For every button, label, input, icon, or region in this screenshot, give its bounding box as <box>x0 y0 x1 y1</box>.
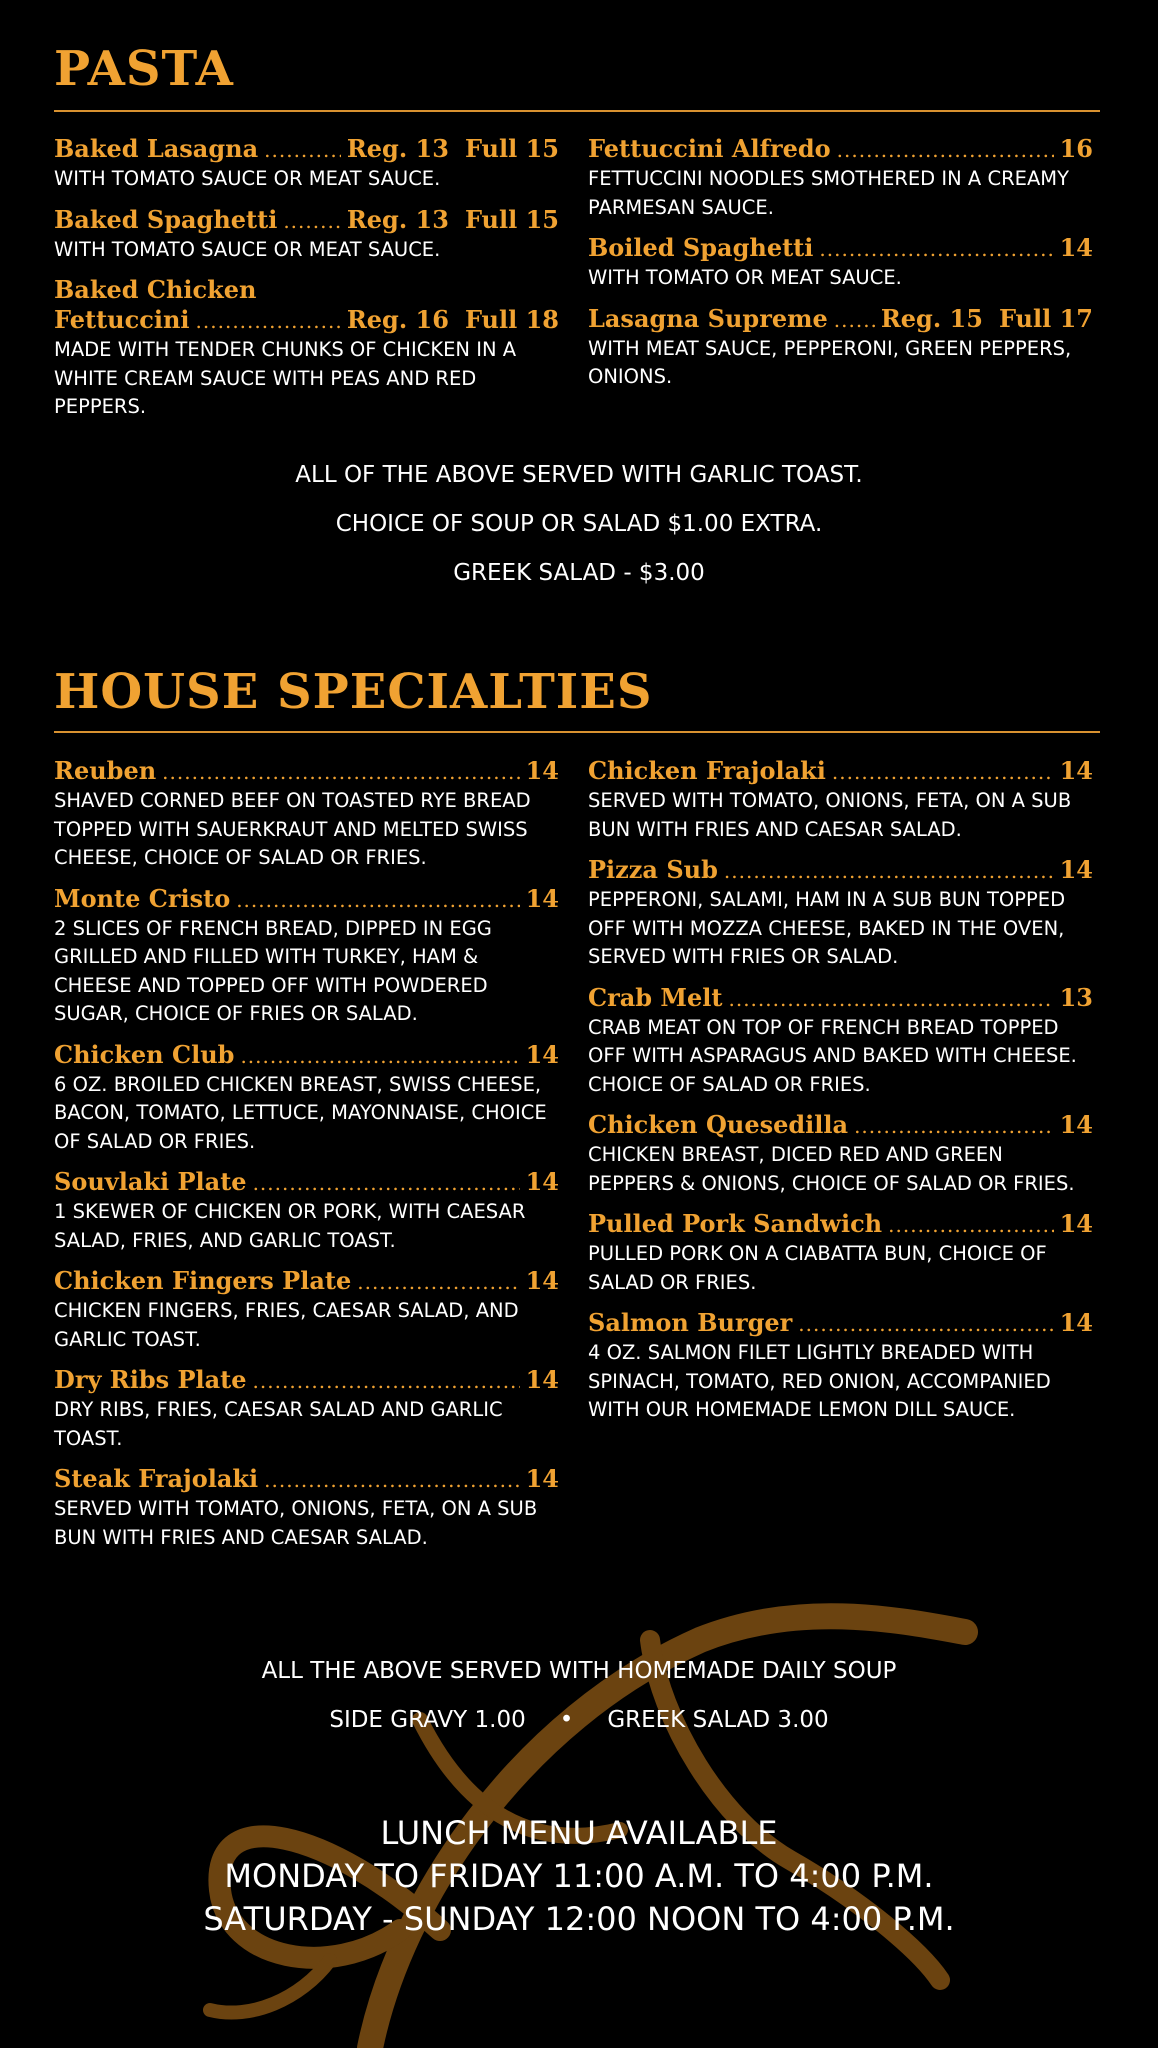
item-price: 14 <box>1059 1110 1093 1139</box>
leader-dots <box>854 1111 1054 1141</box>
note-line: CHOICE OF SOUP OR SALAD $1.00 EXTRA. <box>335 511 823 537</box>
item-name: Crab Melt <box>588 982 723 1012</box>
item-name: Pizza Sub <box>588 855 718 884</box>
menu-item <box>588 1110 1093 1198</box>
leader-dots <box>264 1465 519 1495</box>
section-title-house-specialties: HOUSE SPECIALTIES <box>54 664 653 720</box>
leader-dots <box>819 234 1053 264</box>
item-name: Baked Lasagna <box>54 134 259 163</box>
menu-item <box>588 1308 1093 1425</box>
item-description: 2 SLICES OF FRENCH BREAD, DIPPED IN EGG GRILLED AND FILLED WITH TURKEY, HAM & CHEESE AND TOPPED OFF WITH POWDERED SUGAR, CHOICE OF FRIES OR SALAD. <box>54 916 492 1025</box>
item-description: CHICKEN BREAST, DICED RED AND GREEN PEPPERS & ONIONS, CHOICE OF SALAD OR FRIES. <box>588 1143 1075 1195</box>
menu-item <box>54 1266 559 1354</box>
item-name: Chicken Fingers Plate <box>54 1266 352 1295</box>
item-description: MADE WITH TENDER CHUNKS OF CHICKEN IN A WHITE CREAM SAUCE WITH PEAS AND RED PEPPERS. <box>54 338 517 418</box>
greek-salad-note: GREEK SALAD 3.00 <box>607 1707 829 1733</box>
note-line: ALL THE ABOVE SERVED WITH HOMEMADE DAILY SOUP <box>261 1658 897 1684</box>
item-description: 6 OZ. BROILED CHICKEN BREAST, SWISS CHEESE, BACON, TOMATO, LETTUCE, MAYONNAISE, CHOICE OF SALAD OR FRIES. <box>54 1072 547 1153</box>
leader-dots <box>196 306 341 336</box>
item-name: Fettuccini Alfredo <box>588 134 831 163</box>
leader-dots <box>832 757 1054 787</box>
item-description: SERVED WITH TOMATO, ONIONS, FETA, ON A SUB BUN WITH FRIES AND CAESAR SALAD. <box>588 789 1072 841</box>
item-description: CRAB MEAT ON TOP OF FRENCH BREAD TOPPED OFF WITH ASPARAGUS AND BAKED WITH CHEESE. CHOICE OF SALAD OR FRIES. <box>588 1015 1077 1096</box>
menu-item <box>54 1167 559 1255</box>
item-price: 13 <box>1059 982 1093 1012</box>
note-line: GREEK SALAD - $3.00 <box>453 560 705 586</box>
leader-dots <box>236 885 519 915</box>
item-description: CHICKEN FINGERS, FRIES, CAESAR SALAD, AND GARLIC TOAST. <box>54 1299 519 1351</box>
leader-dots <box>888 1210 1053 1240</box>
item-name: Dry Ribs Plate <box>54 1365 247 1394</box>
leader-dots <box>264 135 341 165</box>
menu-item <box>588 983 1093 1100</box>
item-price-full: Full 15 <box>464 204 559 234</box>
item-price-regular: Reg. 13 <box>346 134 449 163</box>
leader-dots <box>798 1309 1053 1339</box>
item-name: Chicken Frajolaki <box>588 756 826 785</box>
item-price: 14 <box>525 1266 559 1295</box>
item-description: PEPPERONI, SALAMI, HAM IN A SUB BUN TOPPED OFF WITH MOZZA CHEESE, BAKED IN THE OVEN, SERVED WITH FRIES OR SALAD. <box>588 888 1066 968</box>
item-description: WITH TOMATO SAUCE OR MEAT SAUCE. <box>54 237 441 261</box>
item-price: 14 <box>525 883 559 913</box>
item-price: 14 <box>1059 756 1093 785</box>
item-name: Pulled Pork Sandwich <box>588 1209 883 1238</box>
item-price-full: Full 15 <box>464 134 559 163</box>
item-name: Salmon Burger <box>588 1308 793 1337</box>
item-description: WITH TOMATO OR MEAT SAUCE. <box>588 266 902 289</box>
item-name: Lasagna Supreme <box>588 303 828 333</box>
leader-dots <box>837 135 1054 165</box>
item-name-line1: Baked Chicken <box>54 275 257 304</box>
item-price: 14 <box>1059 855 1093 884</box>
menu-item <box>54 1464 559 1552</box>
note-line: ALL OF THE ABOVE SERVED WITH GARLIC TOAST. <box>295 462 863 488</box>
item-name: Fettuccini <box>54 305 190 334</box>
hours-weekend: SATURDAY - SUNDAY 12:00 NOON TO 4:00 P.M. <box>203 1900 955 1938</box>
leader-dots <box>357 1267 519 1297</box>
item-description: FETTUCCINI NOODLES SMOTHERED IN A CREAMY PARMESAN SAUCE. <box>588 167 1070 219</box>
item-price-regular: Reg. 16 <box>346 305 449 334</box>
divider <box>54 110 1100 112</box>
menu-item <box>54 884 559 1029</box>
item-description: WITH MEAT SAUCE, PEPPERONI, GREEN PEPPERS, ONIONS. <box>588 336 1072 388</box>
item-description: PULLED PORK ON A CIABATTA BUN, CHOICE OF SALAD OR FRIES. <box>588 1242 1047 1294</box>
item-name: Boiled Spaghetti <box>588 233 814 262</box>
item-name: Baked Spaghetti <box>54 204 278 234</box>
item-description: DRY RIBS, FRIES, CAESAR SALAD AND GARLIC TOAST. <box>54 1398 503 1450</box>
item-name: Reuben <box>54 756 157 785</box>
menu-item <box>54 1040 559 1157</box>
item-name: Souvlaki Plate <box>54 1167 247 1196</box>
leader-dots <box>253 1366 520 1396</box>
side-gravy-note: SIDE GRAVY 1.00 <box>329 1707 526 1733</box>
menu-item <box>54 134 559 194</box>
leader-dots <box>253 1168 520 1198</box>
item-name: Monte Cristo <box>54 883 231 913</box>
item-name: Chicken Club <box>54 1039 235 1069</box>
lunch-hours <box>0 1812 1158 1941</box>
item-description: WITH TOMATO SAUCE OR MEAT SAUCE. <box>54 167 441 190</box>
item-name: Chicken Quesedilla <box>588 1110 849 1139</box>
menu-item <box>588 304 1093 392</box>
item-description: 1 SKEWER OF CHICKEN OR PORK, WITH CAESAR SALAD, FRIES, AND GARLIC TOAST. <box>54 1200 526 1252</box>
leader-dots <box>724 856 1054 886</box>
pasta-right-column <box>588 134 1093 403</box>
item-price: 14 <box>1059 1209 1093 1238</box>
item-description: SERVED WITH TOMATO, ONIONS, FETA, ON A SUB BUN WITH FRIES AND CAESAR SALAD. <box>54 1497 538 1549</box>
leader-dots <box>283 206 341 236</box>
item-price: 14 <box>1059 233 1093 262</box>
item-description: 4 OZ. SALMON FILET LIGHTLY BREADED WITH SPINACH, TOMATO, RED ONION, ACCOMPANIED WITH OUR HOMEMADE LEMON DILL SAUCE. <box>588 1341 1051 1421</box>
house-right-column <box>588 756 1093 1436</box>
item-price-regular: Reg. 15 <box>880 303 983 333</box>
house-notes <box>0 1647 1158 1745</box>
item-price-regular: Reg. 13 <box>346 204 449 234</box>
divider <box>54 731 1100 733</box>
bullet-separator: • <box>559 1707 574 1733</box>
item-price: 14 <box>525 1167 559 1196</box>
pasta-left-column <box>54 134 559 433</box>
hours-heading: LUNCH MENU AVAILABLE <box>380 1814 778 1852</box>
menu-item <box>588 134 1093 222</box>
menu-item <box>54 1365 559 1453</box>
item-price: 14 <box>525 1365 559 1394</box>
item-name: Steak Frajolaki <box>54 1464 259 1493</box>
note-line <box>0 1696 1158 1745</box>
menu-item <box>588 756 1093 844</box>
menu-item <box>588 1209 1093 1297</box>
leader-dots <box>162 757 519 787</box>
menu-item <box>54 205 559 265</box>
leader-dots <box>240 1041 519 1071</box>
item-price-full: Full 17 <box>998 303 1093 333</box>
menu-item <box>588 233 1093 293</box>
menu-item <box>54 275 559 422</box>
section-title-pasta: PASTA <box>54 41 234 97</box>
pasta-notes <box>0 451 1158 598</box>
menu-item <box>54 756 559 873</box>
item-price: 14 <box>1059 1308 1093 1337</box>
hours-weekday: MONDAY TO FRIDAY 11:00 A.M. TO 4:00 P.M. <box>224 1857 934 1895</box>
item-price: 14 <box>525 1039 559 1069</box>
house-left-column <box>54 756 559 1563</box>
leader-dots <box>834 305 875 335</box>
item-price: 16 <box>1059 134 1093 163</box>
item-price-full: Full 18 <box>464 305 559 334</box>
menu-item <box>588 855 1093 972</box>
item-price: 14 <box>525 1464 559 1493</box>
leader-dots <box>728 984 1053 1014</box>
item-price: 14 <box>525 756 559 785</box>
item-description: SHAVED CORNED BEEF ON TOASTED RYE BREAD TOPPED WITH SAUERKRAUT AND MELTED SWISS CHEESE, CHOICE OF SALAD OR FRIES. <box>54 789 531 869</box>
